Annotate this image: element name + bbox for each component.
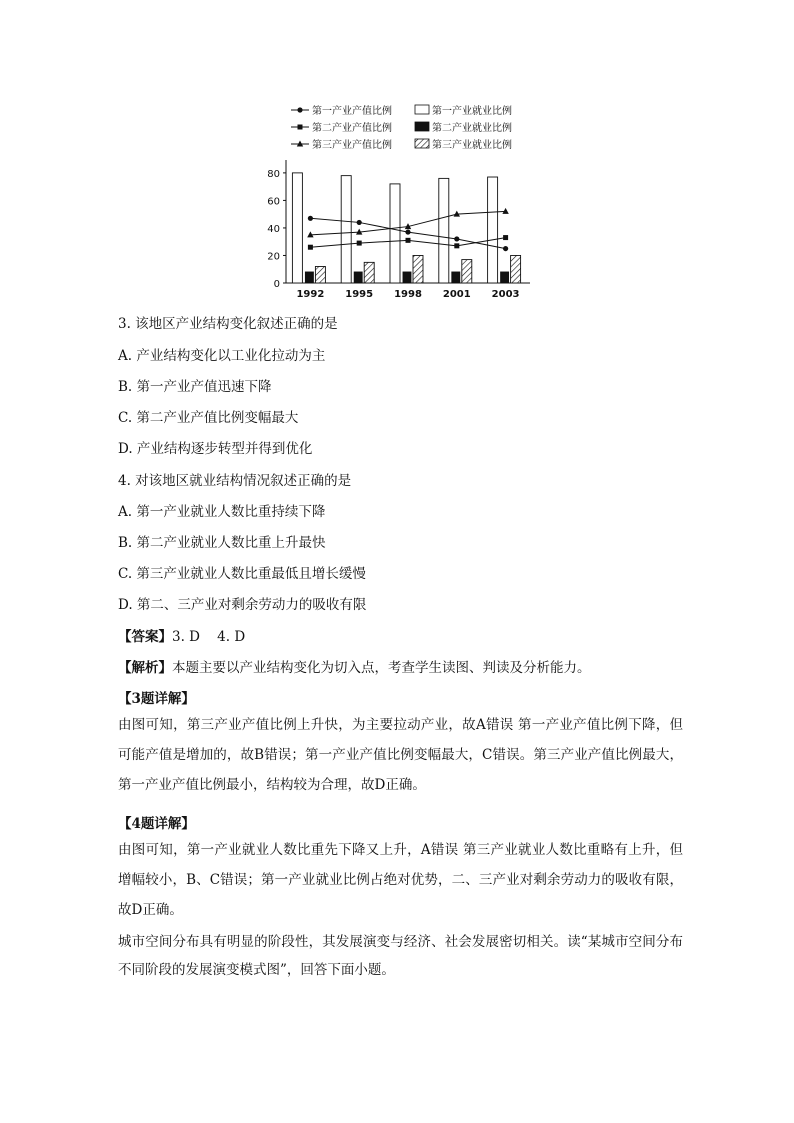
y-tick-label: 40 <box>267 223 280 235</box>
chart-legend <box>291 104 512 151</box>
answer-line <box>118 625 245 645</box>
bar-3-2001 <box>462 260 472 283</box>
point-series-2 <box>308 245 313 250</box>
industry-structure-chart <box>255 98 545 303</box>
point-series-2 <box>503 235 508 240</box>
point-series-1 <box>405 229 410 234</box>
legend-label: 第二产业产值比例 <box>312 123 392 134</box>
bar-3-1992 <box>315 266 325 283</box>
legend-label: 第二产业就业比例 <box>432 123 512 134</box>
x-tick-label: 1995 <box>345 289 374 300</box>
intro-paragraph: 城市空间分布具有明显的阶段性，其发展演变与经济、社会发展密切相关。读“某城市空间分布不同阶段的发展演变模式图”，回答下面小题。 <box>118 934 683 978</box>
question-4-stem: 4. 对该地区就业结构情况叙述正确的是 <box>118 473 352 489</box>
y-tick-label: 80 <box>267 168 280 180</box>
bar-2-2003 <box>501 272 509 283</box>
question-4-option-c: C. 第三产业就业人数比重最低且增长缓慢 <box>118 566 366 582</box>
legend-label: 第三产业就业比例 <box>432 140 512 151</box>
legend-bar-swatch <box>415 105 429 114</box>
bar-1-1992 <box>292 173 302 283</box>
point-series-2 <box>454 243 459 248</box>
y-tick-label: 0 <box>273 279 280 290</box>
bar-2-2001 <box>452 272 460 283</box>
question-3-option-c: C. 第二产业产值比例变幅最大 <box>118 410 299 426</box>
bar-2-1998 <box>403 272 411 283</box>
question-3-option-d: D. 产业结构逐步转型并得到优化 <box>118 441 313 457</box>
chart-svg <box>255 98 545 303</box>
question-3-option-b: B. 第一产业产值迅速下降 <box>118 379 272 395</box>
question-4-option-b: B. 第二产业就业人数比重上升最快 <box>118 535 326 551</box>
detail-3-header: 【3题详解】 <box>118 691 195 707</box>
y-tick-label: 20 <box>267 251 280 263</box>
point-series-1 <box>503 246 508 251</box>
detail-4-text: 由图可知，第一产业就业人数比重先下降又上升，A错误 第三产业就业人数比重略有上升，但增幅较小，B、C错误；第一产业就业比例占绝对优势，二、三产业对剩余劳动力的吸收有限，故D正确。 <box>118 842 683 918</box>
legend-bar-swatch <box>415 139 429 148</box>
y-tick-label: 60 <box>267 196 280 208</box>
bar-1-2003 <box>488 177 498 283</box>
analysis-line <box>118 656 591 676</box>
analysis-text: 本题主要以产业结构变化为切入点，考查学生读图、判读及分析能力。 <box>172 660 591 676</box>
bar-2-1995 <box>354 272 362 283</box>
question-3-option-a: A. 产业结构变化以工业化拉动为主 <box>118 348 326 364</box>
analysis-label: 【解析】 <box>118 660 172 676</box>
bar-1-1998 <box>390 184 400 283</box>
point-series-1 <box>454 236 459 241</box>
bar-3-1998 <box>413 255 423 283</box>
detail-4-header: 【4题详解】 <box>118 816 195 832</box>
question-3-stem: 3. 该地区产业结构变化叙述正确的是 <box>118 316 338 332</box>
question-4-option-a: A. 第一产业就业人数比重持续下降 <box>118 504 326 520</box>
legend-label: 第一产业产值比例 <box>312 106 392 117</box>
point-series-2 <box>406 238 411 243</box>
legend-bar-swatch <box>415 122 429 131</box>
answer-label: 【答案】 <box>118 629 172 645</box>
x-tick-label: 2001 <box>442 289 471 300</box>
x-tick-label: 1992 <box>296 289 325 300</box>
point-series-1 <box>308 216 313 221</box>
point-series-2 <box>357 241 362 246</box>
bar-2-1992 <box>305 272 313 283</box>
bar-1-1995 <box>341 176 351 283</box>
bar-3-1995 <box>364 262 374 283</box>
bar-3-2003 <box>511 255 521 283</box>
point-series-1 <box>357 220 362 225</box>
answer-text: 3. D 4. D <box>172 629 246 645</box>
question-4-option-d: D. 第二、三产业对剩余劳动力的吸收有限 <box>118 597 367 613</box>
legend-marker <box>297 107 302 112</box>
legend-label: 第三产业产值比例 <box>312 140 392 151</box>
point-series-3 <box>502 208 508 214</box>
x-tick-label: 1998 <box>394 289 422 300</box>
chart-lines <box>307 208 509 251</box>
legend-label: 第一产业就业比例 <box>432 106 512 117</box>
bar-1-2001 <box>439 178 449 283</box>
detail-3-text: 由图可知，第三产业产值比例上升快，为主要拉动产业，故A错误 第一产业产值比例下降，但可能产值是增加的，故B错误；第一产业产值比例变幅最大，C错误。第三产业产值比例最大，第一产业产值比例最小，结构较为合理，故D正确。 <box>118 717 683 793</box>
legend-marker <box>298 125 303 130</box>
x-tick-label: 2003 <box>491 289 520 300</box>
